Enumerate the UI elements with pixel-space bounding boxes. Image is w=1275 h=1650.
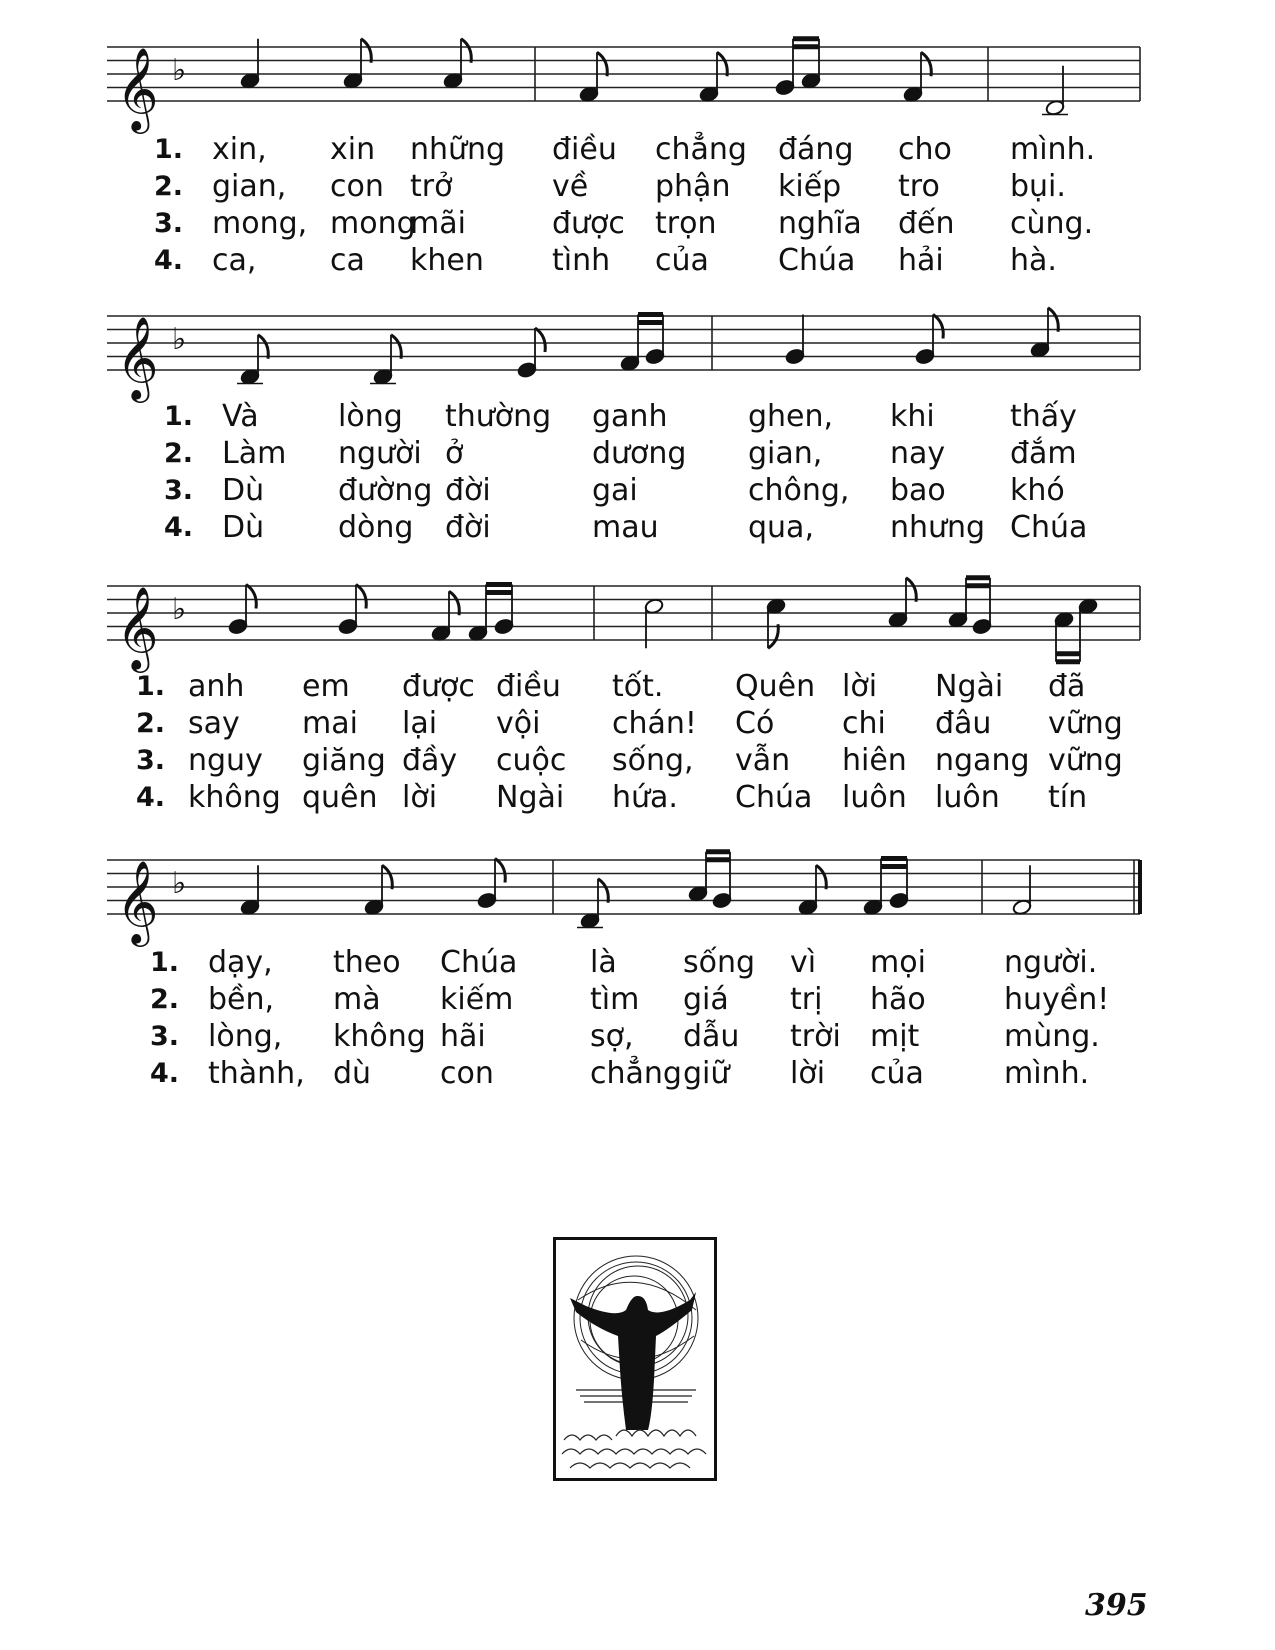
lyric-word: Ngài [496,780,565,815]
key-signature-flat-icon: ♭ [172,53,187,88]
lyric-word: Có [735,706,775,741]
lyric-word: sợ, [590,1019,634,1054]
lyric-word: luôn [935,780,1000,815]
lyric-word: cuộc [496,743,567,778]
note [915,315,943,366]
lyric-word: bụi. [1010,169,1066,204]
lyric-word: giá [683,982,729,1017]
lyric-word: hiên [842,743,907,778]
lyric-word: chẳng [590,1056,682,1091]
lyric-word: mình. [1010,132,1096,167]
lyric-word: mai [302,706,358,741]
lyric-word: của [655,243,709,278]
lyric-line [0,1020,1275,1054]
lyric-word: đời [445,510,491,545]
lyric-word: được [402,669,475,704]
lyric-word: lòng, [208,1019,283,1054]
lyric-word: Dù [222,473,265,508]
lyric-word: Chúa [735,780,813,815]
lyric-word: con [330,169,384,204]
lyric-word: vội [496,706,541,741]
lyric-word: Dù [222,510,265,545]
lyric-word: trọn [655,206,717,241]
lyric-word: dương [592,436,687,471]
lyric-word: xin [330,132,376,167]
lyric-line [0,670,1275,704]
lyric-word: được [552,206,625,241]
verse-number: 3. [164,475,194,506]
lyric-word: đã [1048,669,1086,704]
staff-system-2 [0,276,1275,399]
verse-number: 3. [150,1021,180,1052]
lyric-word: điều [552,132,617,167]
lyric-word: ở [445,436,464,471]
lyric-word: xin, [212,132,267,167]
lyric-word: quên [302,780,378,815]
lyric-line [0,474,1275,508]
lyric-word: gian, [748,436,823,471]
key-signature-flat-icon: ♭ [172,322,187,357]
treble-clef-icon: 𝄞 [116,315,159,399]
treble-clef-icon: 𝄞 [116,46,159,130]
lyric-line [0,133,1275,167]
lyric-word: mau [592,510,659,545]
lyric-word: không [333,1019,426,1054]
lyric-word: nguy [188,743,263,778]
lyric-word: đầy [402,743,458,778]
lyric-word: vững [1048,743,1123,778]
lyric-line [0,744,1275,778]
lyric-word: Ngài [935,669,1004,704]
lyric-word: tình [552,243,611,278]
lyric-word: nghĩa [778,206,862,241]
lyric-word: Làm [222,436,287,471]
lyric-word: chán! [612,706,697,741]
lyric-word: khen [410,243,484,278]
note [785,315,805,366]
lyric-word: vẫn [735,743,791,778]
lyric-word: không [188,780,281,815]
lyric-line [0,983,1275,1017]
lyric-word: bao [890,473,946,508]
verse-number: 1. [164,401,194,432]
lyric-word: tìm [590,982,640,1017]
lyric-word: anh [188,669,245,704]
staff-system-3 [0,546,1275,669]
key-signature-flat-icon: ♭ [172,866,187,901]
lyric-word: giăng [302,743,386,778]
verse-number: 2. [164,438,194,469]
lyric-word: cùng. [1010,206,1094,241]
lyric-word: sống [683,945,756,980]
lyric-word: theo [333,945,401,980]
lyric-word: mùng. [1004,1019,1100,1054]
lyric-word: cho [898,132,952,167]
lyric-word: mãi [410,206,466,241]
lyric-line [0,781,1275,815]
note [338,585,366,636]
lyric-line [0,1057,1275,1091]
lyric-line [0,946,1275,980]
lyric-line [0,511,1275,545]
lyric-word: mịt [870,1019,920,1054]
verse-number: 4. [164,512,194,543]
lyric-word: đắm [1010,436,1077,471]
lyric-word: huyền! [1004,982,1110,1017]
verse-number: 2. [150,984,180,1015]
lyric-word: bền, [208,982,275,1017]
lyric-word: hứa. [612,780,678,815]
lyric-word: dạy, [208,945,273,980]
lyric-line [0,400,1275,434]
lyric-word: nay [890,436,946,471]
lyric-line [0,244,1275,278]
lyric-word: mong, [212,206,308,241]
lyric-word: trở [410,169,453,204]
note [775,46,795,97]
lyric-word: đường [338,473,433,508]
lyric-word: say [188,706,240,741]
lyric-word: khó [1010,473,1065,508]
lyric-word: hão [870,982,926,1017]
verse-number: 4. [154,245,184,276]
lyric-word: ca [330,243,365,278]
lyric-word: con [440,1056,494,1091]
lyric-word: của [870,1056,924,1091]
lyric-word: khi [890,399,935,434]
lyric-word: trị [790,982,823,1017]
verse-number: 2. [136,708,166,739]
lyric-word: lời [842,669,878,704]
lyric-word: đến [898,206,955,241]
lyric-line [0,707,1275,741]
key-signature-flat-icon: ♭ [172,592,187,627]
verse-number: 1. [136,671,166,702]
staff-system-1 [0,7,1275,130]
lyric-word: kiếm [440,982,514,1017]
lyric-word: hải [898,243,944,278]
lyric-word: mong [330,206,416,241]
lyric-word: lòng [338,399,403,434]
lyric-word: đời [445,473,491,508]
page-number: 395 [1085,1588,1148,1623]
lyric-word: nhưng [890,510,986,545]
lyric-word: đáng [778,132,854,167]
lyric-word: hà. [1010,243,1057,278]
lyric-line [0,170,1275,204]
lyric-word: thành, [208,1056,305,1091]
lyric-word: ghen, [748,399,834,434]
lyric-word: giữ [683,1056,730,1091]
lyric-word: về [552,169,589,204]
lyric-word: điều [496,669,561,704]
lyric-word: Và [222,399,259,434]
lyric-word: trời [790,1019,841,1054]
illustration-frame [553,1237,717,1481]
lyric-word: là [590,945,617,980]
verse-number: 4. [136,782,166,813]
verse-number: 3. [154,208,184,239]
staff-system-4 [0,820,1275,943]
lyric-word: vì [790,945,817,980]
lyric-word: phận [655,169,731,204]
lyric-word: sống, [612,743,694,778]
lyric-word: tín [1048,780,1088,815]
lyric-word: Chúa [778,243,856,278]
lyric-word: ngang [935,743,1030,778]
lyric-word: lại [402,706,438,741]
lyric-word: lời [790,1056,826,1091]
lyric-word: Chúa [1010,510,1088,545]
lyric-word: người. [1004,945,1098,980]
lyric-word: em [302,669,350,704]
note [517,328,545,379]
lyric-word: tro [898,169,940,204]
lyric-word: ca, [212,243,257,278]
note [477,859,505,910]
lyric-word: gai [592,473,638,508]
lyric-word: ganh [592,399,668,434]
verse-number: 1. [150,947,180,978]
treble-clef-icon: 𝄞 [116,585,159,669]
lyric-word: Chúa [440,945,518,980]
lyric-word: dòng [338,510,414,545]
risen-christ-icon [556,1240,714,1478]
verse-number: 3. [136,745,166,776]
lyric-word: người [338,436,422,471]
lyric-word: những [410,132,506,167]
lyric-word: dẫu [683,1019,740,1054]
lyric-word: chẳng [655,132,747,167]
lyric-word: đâu [935,706,992,741]
verse-number: 2. [154,171,184,202]
lyric-word: hãi [440,1019,486,1054]
lyric-word: thường [445,399,552,434]
lyric-word: chi [842,706,886,741]
verse-number: 1. [154,134,184,165]
lyric-word: dù [333,1056,372,1091]
lyric-word: gian, [212,169,287,204]
lyric-word: vững [1048,706,1123,741]
treble-clef-icon: 𝄞 [116,859,159,943]
lyric-word: qua, [748,510,814,545]
lyric-word: tốt. [612,669,664,704]
lyric-word: chông, [748,473,850,508]
lyric-word: mọi [870,945,926,980]
verse-number: 4. [150,1058,180,1089]
lyric-word: Quên [735,669,816,704]
lyric-word: mà [333,982,381,1017]
lyric-word: kiếp [778,169,842,204]
note [972,585,992,636]
lyric-word: luôn [842,780,907,815]
lyric-word: thấy [1010,399,1077,434]
lyric-line [0,207,1275,241]
lyric-line [0,437,1275,471]
lyric-word: mình. [1004,1056,1090,1091]
note [228,585,256,636]
note [712,859,732,910]
lyric-word: lời [402,780,438,815]
